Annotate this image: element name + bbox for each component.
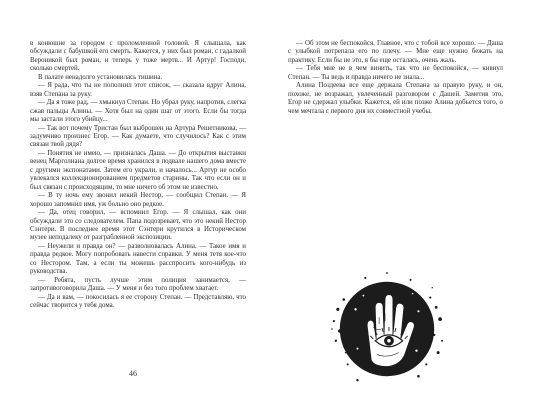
paragraph: — Да, отец говорил, — вспомнил Егор. — Я слышал, как они обсуждали это со следователем. Папа подозревает, что это некий Нестор Сэнтери. В последнее время этот Сэнтери крутился в Историческом музее неподалеку от разграбленной экспозиции. <box>30 209 246 242</box>
paragraph: в конюшне за городом с проломленной головой. Я слышала, как обсуждали с бабушкой его смерть. Кажется, у них был роман, с гадалкой Вероникой был роман, и теперь у тоже мертв... И Артур! Господи, сколько смертей. <box>30 40 246 73</box>
paragraph: — Об этом не беспокойся. Главное, что с тобой все хорошо. — Даша с улыбкой потрепала его по плечу. — Мне еще нужно бежать на практику. Если бы не это, я бы еще осталась, очень жаль. <box>288 40 503 64</box>
page-number: 46 <box>129 369 137 378</box>
paragraph: — В ту ночь ему звонил некий Нестор, — сообщил Степан. — Я хорошо запомнил имя, уж больно оно редкое. <box>30 192 246 208</box>
paragraph: Алина Поздеева все еще держала Степана за правую руку, и он, похоже, не возражал, увлеченный разговором с Дашей. Заметив это, Егор не сдержал улыбки. Кажется, ей или позже Алина добьется того, о чем мечтала с первого дня их совместной учебы. <box>288 82 503 115</box>
paragraph: В палате ненадолго установилась тишина. <box>38 73 163 81</box>
paragraph: — Понятия не имею, — призналась Даша. — До открытия выставки венец Марголиана долгое время хранился в подвале нашего дома вместе с другими экспонатами. Затем его украли, и началось... Артур не особо увлекался коллекционированием предметов старины. Так что если он и был связан с происходящим, то мне ничего об этом не известно. <box>30 149 246 191</box>
paragraph: — Я рада, что ты не пополнил этот список, — сказала вдруг Алина, взяв Степана за руку. <box>30 82 246 98</box>
paragraph: — Да и вам, — покосилась я ее сторону Степан. — Представляю, что сейчас творится у тебя дома. <box>30 293 246 310</box>
paragraph: — Тебя мне не в чем винить, так что не беспокойся, — кивнул Степан. — Ты ведь и правда ничего не знала... <box>288 65 503 81</box>
left-text-column <box>30 40 246 311</box>
palm-eye-emblem-icon <box>328 270 446 388</box>
paragraph: — Так вот почему Тристан был выброшен на Артура Решетникова, — задумчиво произнес Егор. — Как думаете, что случилось? Как с этим связан твой дядя? <box>30 124 246 149</box>
paragraph: — Неужели и правда он? — разволновалась Алина. — Такое имя и правда редкое. Могу попробовать навести справки. У меня тетя кое-что со Нестором. Там, а если ты можешь расспросить кого-нибудь из руководства. <box>30 242 246 276</box>
paragraph: — Ребята, пусть лучше этим полиция занимается, — запротивоговорила Даша. — У меня и без того проблем хватает. <box>30 276 246 293</box>
paragraph: — Да я тоже рад, — хмыкнул Степан. Но убрал руку, напротив, слегка сжав пальцы Алины. — Хотя был на один шаг от этого. Если бы тогда мы застали этого убийцу... <box>30 99 246 124</box>
right-text-column <box>288 40 503 116</box>
